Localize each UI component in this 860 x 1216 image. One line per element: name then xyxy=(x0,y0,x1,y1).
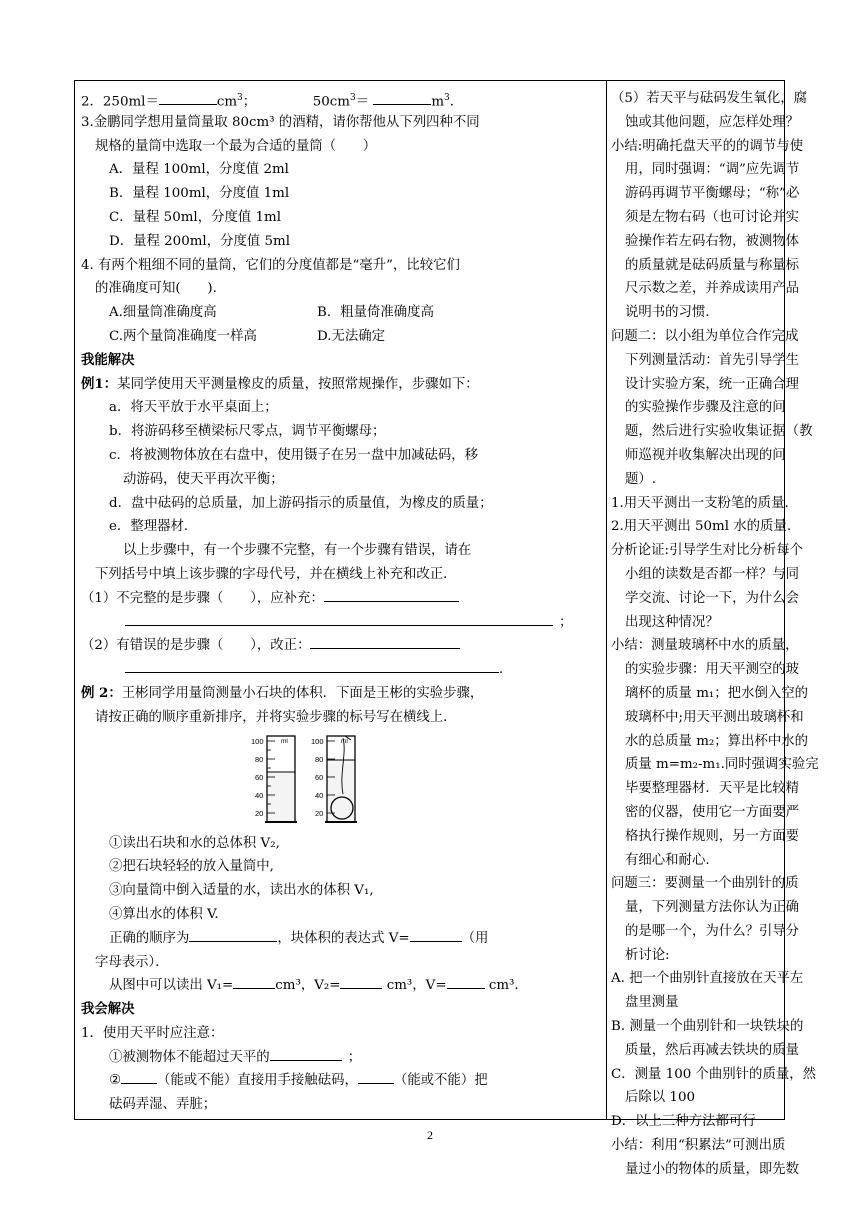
note-line: 后除以 100 xyxy=(625,1090,695,1106)
cylinder-tick-label: 40 xyxy=(255,790,264,800)
section-heading: 我会解决 xyxy=(81,1001,135,1018)
note-line: 小结：测量玻璃杯中水的质量， xyxy=(611,638,799,654)
sub-question-1-line: ； xyxy=(81,611,599,635)
note-line: 量，下列测量方法你认为正确 xyxy=(625,900,800,916)
note-line: 出现这种情况？ xyxy=(625,614,719,630)
cylinder-tick-label: 60 xyxy=(315,772,324,782)
step-e: e．整理器材． xyxy=(109,519,198,535)
reading-line: 从图中可以读出 V₁= cm³，V₂= cm³，V= cm³． xyxy=(81,974,599,998)
use-balance-heading: 1．使用天平时应注意： xyxy=(81,1025,224,1041)
answer-blank[interactable] xyxy=(189,927,277,942)
answer-blank[interactable] xyxy=(358,1069,394,1084)
note-line: 2.用天平测出 50ml 水的质量. xyxy=(611,519,792,535)
note-line: 的实验步骤：用天平测空的玻 xyxy=(625,662,800,678)
note-line: 的实验操作步骤及注意的问 xyxy=(625,400,786,416)
note-line: 格执行操作规则，另一方面要 xyxy=(625,828,800,844)
note-line: 量过小的物体的质量，即先数 xyxy=(625,1161,800,1177)
note-line: 毕要整理器材．天平是比较精 xyxy=(625,781,800,797)
exp-step-1: ①读出石块和水的总体积 V₂, xyxy=(109,835,280,851)
example-2-line-2: 请按正确的顺序重新排序，并将实验步骤的标号写在横线上． xyxy=(95,709,457,725)
note-line: 下列测量活动：首先引导学生 xyxy=(625,352,800,368)
note-line: 小结:明确托盘天平的的调节与使 xyxy=(611,138,803,154)
answer-blank[interactable] xyxy=(410,927,462,942)
sub-question-1: （1）不完整的是步骤（ ），应补充： xyxy=(81,587,599,611)
cylinder-tick-label: 20 xyxy=(315,808,324,818)
cylinder-unit-label: ml xyxy=(341,737,348,745)
section-heading: 我能解决 xyxy=(81,351,135,368)
note-line: 题，然后进行实验收集证据（教 xyxy=(625,424,813,440)
answer-blank[interactable] xyxy=(324,587,459,602)
note-line: 问题三：要测量一个曲别针的质 xyxy=(611,876,799,892)
exercise-column xyxy=(81,87,599,1117)
note-line: B. 测量一个曲别针和一块铁块的 xyxy=(611,1019,804,1035)
note-line: 学交流、讨论一下，为什么会 xyxy=(625,590,800,606)
answer-blank[interactable] xyxy=(121,1069,157,1084)
note-line: 析讨论: xyxy=(625,947,670,963)
sub-question-2: （2）有错误的是步骤（ ），改正： xyxy=(81,634,599,658)
cylinder-tick-label: 100 xyxy=(311,736,324,746)
note-line: 师巡视并收集解决出现的问 xyxy=(625,447,786,463)
cylinder-tick-label: 80 xyxy=(315,754,324,764)
step-d: d．盘中砝码的总质量，加上游码指示的质量值，为橡皮的质量； xyxy=(109,495,493,511)
answer-blank[interactable] xyxy=(270,1046,342,1061)
order-line-2: 字母表示）． xyxy=(95,954,169,970)
option-c: C．量程 50ml，分度值 1ml xyxy=(109,209,282,225)
note-line: 须是左物右码（也可讨论并实 xyxy=(625,209,800,225)
cylinder-tick-label: 60 xyxy=(255,772,264,782)
exp-step-3: ③向量筒中倒入适量的水，读出水的体积 V₁, xyxy=(109,883,374,899)
answer-blank[interactable] xyxy=(447,974,485,989)
cylinder-tick-label: 20 xyxy=(255,808,264,818)
answer-blank[interactable] xyxy=(373,90,431,105)
note-line: 质量，然后再减去铁块的质量 xyxy=(625,1042,800,1058)
question-4-line-1: 4. 有两个粗细不同的量筒，它们的分度值都是“毫升”，比较它们 xyxy=(81,257,460,273)
note-line: 质量 m=m₂-m₁.同时强调实验完 xyxy=(625,757,819,773)
note-line: 题）. xyxy=(625,471,657,487)
question-3-line-1: 3.金鹏同学想用量筒量取 80cm³ 的酒精，请你帮他从下列四种不同 xyxy=(81,114,480,130)
note-line: A. 把一个曲别针直接放在天平左 xyxy=(611,971,804,987)
note-line: 说明书的习惯． xyxy=(625,305,719,321)
note-line: 尺示数之差，并养成读用产品 xyxy=(625,281,800,297)
exp-step-4: ④算出水的体积 V. xyxy=(109,906,219,922)
use-balance-2b: 砝码弄湿、弄脏； xyxy=(109,1097,217,1113)
instruction-2: 下列括号中填上该步骤的字母代号，并在横线上补充和改正． xyxy=(95,566,457,582)
note-line: 璃杯的质量 m₁；把水倒入空的 xyxy=(625,685,809,701)
answer-blank[interactable] xyxy=(125,658,499,673)
graduated-cylinders-figure xyxy=(81,734,599,824)
note-line: 的质量就是砝码质量与称量标 xyxy=(625,257,800,273)
answer-blank[interactable] xyxy=(159,90,217,105)
note-line: 玻璃杯中;用天平测出玻璃杯和 xyxy=(625,709,804,725)
cylinder-tick-label: 40 xyxy=(315,790,324,800)
note-line: C．测量 100 个曲别针的质量，然 xyxy=(611,1066,817,1082)
note-line: 小组的读数是否都一样？与同 xyxy=(625,566,800,582)
note-line: 密的仪器，使用它一方面要严 xyxy=(625,804,800,820)
answer-blank[interactable] xyxy=(233,974,275,989)
answer-blank[interactable] xyxy=(310,634,460,649)
question-4-line-2: 的准确度可知( ). xyxy=(95,281,217,297)
note-line: 蚀或其他问题，应怎样处理？ xyxy=(625,114,800,130)
cylinder-tick-label: 80 xyxy=(255,754,264,764)
note-line: 设计实验方案，统一正确合理 xyxy=(625,376,800,392)
note-line: 水的总质量 m₂；算出杯中水的 xyxy=(625,733,809,749)
use-balance-2: ② （能或不能）直接用手接触砝码， （能或不能）把 xyxy=(81,1069,599,1093)
answer-blank[interactable] xyxy=(340,974,382,989)
cylinder-unit-label: ml xyxy=(281,737,288,745)
question-4-options-2: C.两个量筒准确度一样高 D.无法确定 xyxy=(109,328,386,344)
question-3-line-2: 规格的量筒中选取一个最为合适的量筒（ ） xyxy=(95,138,377,154)
instruction-1: 以上步骤中，有一个步骤不完整，有一个步骤有错误，请在 xyxy=(123,543,472,559)
note-line: 问题二：以小组为单位合作完成 xyxy=(611,328,799,344)
column-divider xyxy=(606,81,607,1119)
option-d: D．量程 200ml，分度值 5ml xyxy=(109,233,291,249)
step-a: a．将天平放于水平桌面上； xyxy=(109,400,278,416)
answer-blank[interactable] xyxy=(125,611,553,626)
note-line: 小结：利用“积累法”可测出质 xyxy=(611,1138,786,1154)
note-line: D．以上三种方法都可行 xyxy=(611,1114,756,1130)
note-line: 验操作若左码右物，被测物体 xyxy=(625,233,800,249)
note-line: 游码再调节平衡螺母；“称”必 xyxy=(625,186,800,202)
exp-step-2: ②把石块轻轻的放入量筒中, xyxy=(109,859,274,875)
sub-question-2-line: ． xyxy=(81,658,599,682)
step-c-2: 动游码，使天平再次平衡； xyxy=(123,471,284,487)
step-b: b．将游码移至横梁标尺零点，调节平衡螺母； xyxy=(109,424,386,440)
question-4-options-1: A.细量筒准确度高 B．粗量倚准确度高 xyxy=(109,305,434,321)
note-line: （5）若天平与砝码发生氧化，腐 xyxy=(611,91,807,106)
note-line: 有细心和耐心. xyxy=(625,852,710,868)
note-line: 的是哪一个，为什么？引导分 xyxy=(625,923,800,939)
cylinder-tick-label: 100 xyxy=(251,736,264,746)
note-line: 盘里测量 xyxy=(625,995,679,1011)
option-a: A．量程 100ml，分度值 2ml xyxy=(109,162,289,178)
example-1: 例1：某同学使用天平测量橡皮的质量，按照常规操作，步骤如下： xyxy=(81,375,479,392)
note-line: 用，同时强调：“调”应先调节 xyxy=(625,162,800,178)
note-line: 1.用天平测出一支粉笔的质量. xyxy=(611,495,789,511)
option-b: B．量程 100ml，分度值 1ml xyxy=(109,186,290,202)
order-line: 正确的顺序为 ，块体积的表达式 V= （用 xyxy=(81,927,599,951)
cylinders-illustration xyxy=(81,734,599,824)
use-balance-1: ①被测物体不能超过天平的 ； xyxy=(81,1046,599,1070)
example-2: 例 2：王彬同学用量筒测量小石块的体积．下面是王彬的实验步骤， xyxy=(81,684,484,701)
step-c-1: c．将被测物体放在右盘中，使用镊子在另一盘中加减砝码，移 xyxy=(109,447,479,463)
question-2: 2．$250ml= cm^3$； $50cm^3= m^3$. xyxy=(81,87,599,111)
lesson-table xyxy=(74,80,819,1177)
note-line: 分析论证:引导学生对比分析每个 xyxy=(611,543,803,559)
teaching-notes-column xyxy=(611,87,819,1182)
page-number: 2 xyxy=(427,1128,433,1142)
